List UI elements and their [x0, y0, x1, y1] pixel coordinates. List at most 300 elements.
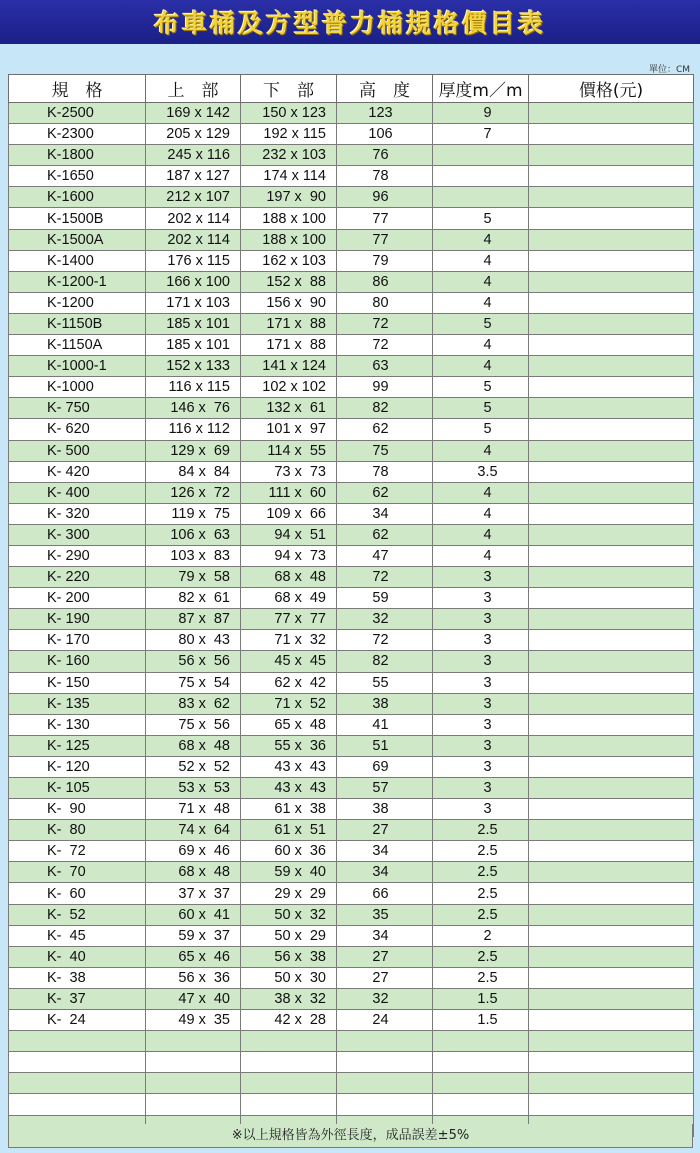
table-row	[9, 356, 694, 377]
table-row	[9, 1010, 694, 1031]
cell-top-size: 56 x 36	[146, 967, 241, 988]
cell-top-size: 146 x 76	[146, 398, 241, 419]
cell-price	[529, 208, 694, 229]
cell-top-size: 185 x 101	[146, 313, 241, 334]
cell-height: 96	[337, 187, 433, 208]
cell-top-size	[146, 1094, 241, 1115]
cell-top-size: 202 x 114	[146, 229, 241, 250]
cell-bottom-size: 150 x 123	[241, 103, 337, 124]
cell-thickness: 3	[433, 567, 529, 588]
table-row	[9, 1073, 694, 1094]
cell-price	[529, 1094, 694, 1115]
cell-bottom-size: 156 x 90	[241, 292, 337, 313]
cell-height: 62	[337, 482, 433, 503]
table-row	[9, 292, 694, 313]
cell-price	[529, 799, 694, 820]
cell-model: K- 90	[9, 799, 146, 820]
cell-model: K- 220	[9, 567, 146, 588]
cell-model: K- 200	[9, 588, 146, 609]
cell-bottom-size: 73 x 73	[241, 461, 337, 482]
table-row	[9, 229, 694, 250]
cell-top-size: 68 x 48	[146, 735, 241, 756]
cell-thickness	[433, 145, 529, 166]
cell-height: 34	[337, 503, 433, 524]
cell-bottom-size: 50 x 29	[241, 925, 337, 946]
table-row	[9, 883, 694, 904]
cell-model: K-1600	[9, 187, 146, 208]
cell-thickness: 5	[433, 419, 529, 440]
cell-height: 62	[337, 419, 433, 440]
cell-model: K- 400	[9, 482, 146, 503]
cell-bottom-size: 65 x 48	[241, 714, 337, 735]
cell-top-size: 56 x 56	[146, 651, 241, 672]
table-row	[9, 904, 694, 925]
cell-model: K- 750	[9, 398, 146, 419]
cell-model: K-2300	[9, 124, 146, 145]
cell-price	[529, 545, 694, 566]
cell-bottom-size: 132 x 61	[241, 398, 337, 419]
cell-top-size: 53 x 53	[146, 778, 241, 799]
cell-top-size: 65 x 46	[146, 946, 241, 967]
cell-price	[529, 398, 694, 419]
cell-height: 76	[337, 145, 433, 166]
cell-height: 32	[337, 609, 433, 630]
cell-model: K- 290	[9, 545, 146, 566]
cell-thickness: 3	[433, 693, 529, 714]
cell-price	[529, 672, 694, 693]
cell-bottom-size: 114 x 55	[241, 440, 337, 461]
cell-thickness: 2.5	[433, 862, 529, 883]
cell-height: 27	[337, 820, 433, 841]
cell-top-size: 106 x 63	[146, 524, 241, 545]
cell-top-size: 126 x 72	[146, 482, 241, 503]
unit-label: 單位：CM	[648, 65, 690, 75]
header-top: 上 部	[146, 75, 241, 103]
cell-thickness: 4	[433, 503, 529, 524]
cell-top-size	[146, 1073, 241, 1094]
cell-top-size: 212 x 107	[146, 187, 241, 208]
header-thickness: 厚度m／m	[433, 75, 529, 103]
cell-model: K-1000	[9, 377, 146, 398]
cell-bottom-size: 56 x 38	[241, 946, 337, 967]
table-row	[9, 609, 694, 630]
cell-height: 82	[337, 398, 433, 419]
cell-model: K- 60	[9, 883, 146, 904]
cell-bottom-size: 174 x 114	[241, 166, 337, 187]
cell-height: 62	[337, 524, 433, 545]
cell-price	[529, 250, 694, 271]
cell-thickness	[433, 187, 529, 208]
cell-price	[529, 335, 694, 356]
footnote: ※以上規格皆為外徑長度，成品誤差±5%	[8, 1124, 693, 1148]
table-row	[9, 482, 694, 503]
cell-thickness: 3	[433, 735, 529, 756]
table-row	[9, 419, 694, 440]
table-row	[9, 925, 694, 946]
cell-top-size: 202 x 114	[146, 208, 241, 229]
cell-bottom-size: 192 x 115	[241, 124, 337, 145]
cell-bottom-size: 61 x 38	[241, 799, 337, 820]
cell-thickness: 3	[433, 630, 529, 651]
table-row	[9, 756, 694, 777]
header-price: 價格(元)	[529, 75, 694, 103]
table-row	[9, 862, 694, 883]
cell-top-size: 79 x 58	[146, 567, 241, 588]
cell-bottom-size	[241, 1094, 337, 1115]
cell-price	[529, 967, 694, 988]
cell-bottom-size: 188 x 100	[241, 208, 337, 229]
cell-model: K- 190	[9, 609, 146, 630]
cell-bottom-size	[241, 1031, 337, 1052]
cell-model: K-1000-1	[9, 356, 146, 377]
cell-top-size: 47 x 40	[146, 988, 241, 1009]
spec-price-table	[8, 74, 694, 1137]
cell-bottom-size: 43 x 43	[241, 778, 337, 799]
cell-thickness: 4	[433, 545, 529, 566]
cell-height: 38	[337, 693, 433, 714]
cell-top-size: 37 x 37	[146, 883, 241, 904]
table-row	[9, 1031, 694, 1052]
cell-top-size: 116 x 115	[146, 377, 241, 398]
cell-model: K- 150	[9, 672, 146, 693]
cell-thickness: 4	[433, 524, 529, 545]
cell-model: K- 125	[9, 735, 146, 756]
cell-bottom-size: 71 x 32	[241, 630, 337, 651]
cell-model: K- 45	[9, 925, 146, 946]
header-bottom: 下 部	[241, 75, 337, 103]
cell-height: 27	[337, 946, 433, 967]
cell-bottom-size: 68 x 49	[241, 588, 337, 609]
cell-top-size	[146, 1031, 241, 1052]
cell-top-size	[146, 1052, 241, 1073]
cell-height: 41	[337, 714, 433, 735]
cell-thickness: 3	[433, 672, 529, 693]
cell-thickness: 2.5	[433, 841, 529, 862]
cell-model: K-1400	[9, 250, 146, 271]
cell-thickness	[433, 1094, 529, 1115]
cell-thickness: 3	[433, 778, 529, 799]
table-row	[9, 187, 694, 208]
cell-thickness: 9	[433, 103, 529, 124]
cell-top-size: 187 x 127	[146, 166, 241, 187]
cell-height: 80	[337, 292, 433, 313]
cell-price	[529, 904, 694, 925]
cell-top-size: 129 x 69	[146, 440, 241, 461]
table-row	[9, 440, 694, 461]
cell-bottom-size: 29 x 29	[241, 883, 337, 904]
cell-height: 24	[337, 1010, 433, 1031]
cell-bottom-size: 94 x 73	[241, 545, 337, 566]
cell-top-size: 185 x 101	[146, 335, 241, 356]
cell-bottom-size: 94 x 51	[241, 524, 337, 545]
cell-height: 72	[337, 567, 433, 588]
title-banner	[0, 0, 700, 44]
cell-model: K- 72	[9, 841, 146, 862]
cell-price	[529, 756, 694, 777]
cell-thickness: 2.5	[433, 904, 529, 925]
cell-model: K- 37	[9, 988, 146, 1009]
cell-top-size: 245 x 116	[146, 145, 241, 166]
cell-height: 34	[337, 862, 433, 883]
cell-height: 27	[337, 967, 433, 988]
table-row	[9, 250, 694, 271]
cell-price	[529, 1073, 694, 1094]
cell-height: 77	[337, 208, 433, 229]
cell-thickness: 3	[433, 714, 529, 735]
cell-price	[529, 883, 694, 904]
cell-bottom-size: 71 x 52	[241, 693, 337, 714]
cell-thickness: 4	[433, 335, 529, 356]
cell-price	[529, 567, 694, 588]
cell-bottom-size: 60 x 36	[241, 841, 337, 862]
cell-bottom-size: 188 x 100	[241, 229, 337, 250]
cell-price	[529, 524, 694, 545]
cell-bottom-size: 232 x 103	[241, 145, 337, 166]
cell-thickness: 1.5	[433, 1010, 529, 1031]
page-title: 布車桶及方型普力桶規格價目表	[153, 9, 546, 38]
cell-top-size: 116 x 112	[146, 419, 241, 440]
cell-model: K- 24	[9, 1010, 146, 1031]
cell-height: 78	[337, 166, 433, 187]
cell-height: 66	[337, 883, 433, 904]
cell-top-size: 176 x 115	[146, 250, 241, 271]
cell-thickness: 4	[433, 271, 529, 292]
cell-model: K- 70	[9, 862, 146, 883]
cell-bottom-size: 62 x 42	[241, 672, 337, 693]
table-row	[9, 335, 694, 356]
cell-price	[529, 124, 694, 145]
table-row	[9, 271, 694, 292]
table-row	[9, 588, 694, 609]
cell-bottom-size: 109 x 66	[241, 503, 337, 524]
cell-model: K-1200-1	[9, 271, 146, 292]
cell-price	[529, 377, 694, 398]
cell-bottom-size: 55 x 36	[241, 735, 337, 756]
header-height: 高 度	[337, 75, 433, 103]
cell-height: 72	[337, 313, 433, 334]
table-row	[9, 313, 694, 334]
table-row	[9, 820, 694, 841]
cell-price	[529, 820, 694, 841]
cell-bottom-size: 38 x 32	[241, 988, 337, 1009]
table-row	[9, 461, 694, 482]
cell-bottom-size: 101 x 97	[241, 419, 337, 440]
cell-price	[529, 988, 694, 1009]
cell-height	[337, 1073, 433, 1094]
cell-thickness: 3	[433, 588, 529, 609]
cell-model: K-1200	[9, 292, 146, 313]
table-row	[9, 166, 694, 187]
cell-thickness: 1.5	[433, 988, 529, 1009]
cell-bottom-size: 102 x 102	[241, 377, 337, 398]
table-row	[9, 735, 694, 756]
cell-model	[9, 1073, 146, 1094]
cell-model: K- 620	[9, 419, 146, 440]
cell-height: 57	[337, 778, 433, 799]
cell-thickness: 3	[433, 799, 529, 820]
cell-height: 55	[337, 672, 433, 693]
cell-price	[529, 482, 694, 503]
cell-price	[529, 292, 694, 313]
cell-thickness: 3	[433, 651, 529, 672]
cell-price	[529, 503, 694, 524]
cell-bottom-size: 111 x 60	[241, 482, 337, 503]
cell-height: 32	[337, 988, 433, 1009]
cell-model	[9, 1094, 146, 1115]
cell-model: K-2500	[9, 103, 146, 124]
cell-price	[529, 609, 694, 630]
cell-thickness	[433, 1073, 529, 1094]
cell-bottom-size: 197 x 90	[241, 187, 337, 208]
cell-price	[529, 1010, 694, 1031]
cell-thickness: 4	[433, 356, 529, 377]
cell-model: K-1500A	[9, 229, 146, 250]
cell-thickness	[433, 1031, 529, 1052]
cell-price	[529, 440, 694, 461]
cell-price	[529, 271, 694, 292]
cell-price	[529, 778, 694, 799]
cell-bottom-size: 50 x 30	[241, 967, 337, 988]
cell-thickness: 5	[433, 398, 529, 419]
cell-model: K- 120	[9, 756, 146, 777]
cell-height	[337, 1031, 433, 1052]
cell-price	[529, 925, 694, 946]
cell-top-size: 152 x 133	[146, 356, 241, 377]
cell-height: 77	[337, 229, 433, 250]
cell-bottom-size: 43 x 43	[241, 756, 337, 777]
table-row	[9, 145, 694, 166]
cell-bottom-size	[241, 1073, 337, 1094]
cell-thickness: 5	[433, 313, 529, 334]
cell-height: 123	[337, 103, 433, 124]
cell-thickness: 4	[433, 440, 529, 461]
cell-bottom-size: 152 x 88	[241, 271, 337, 292]
cell-height: 99	[337, 377, 433, 398]
cell-thickness	[433, 166, 529, 187]
cell-top-size: 169 x 142	[146, 103, 241, 124]
cell-bottom-size: 61 x 51	[241, 820, 337, 841]
cell-top-size: 52 x 52	[146, 756, 241, 777]
cell-model: K-1150B	[9, 313, 146, 334]
cell-thickness: 5	[433, 377, 529, 398]
cell-model: K- 320	[9, 503, 146, 524]
cell-top-size: 75 x 56	[146, 714, 241, 735]
cell-height: 34	[337, 925, 433, 946]
cell-price	[529, 735, 694, 756]
cell-price	[529, 419, 694, 440]
cell-model	[9, 1052, 146, 1073]
cell-price	[529, 841, 694, 862]
cell-height: 72	[337, 630, 433, 651]
cell-top-size: 82 x 61	[146, 588, 241, 609]
table-row	[9, 524, 694, 545]
cell-thickness: 2.5	[433, 946, 529, 967]
cell-price	[529, 1031, 694, 1052]
table-row	[9, 398, 694, 419]
cell-top-size: 68 x 48	[146, 862, 241, 883]
cell-price	[529, 1052, 694, 1073]
cell-price	[529, 313, 694, 334]
cell-model: K-1650	[9, 166, 146, 187]
cell-price	[529, 166, 694, 187]
cell-height: 47	[337, 545, 433, 566]
table-row	[9, 841, 694, 862]
cell-thickness: 2.5	[433, 883, 529, 904]
cell-bottom-size: 59 x 40	[241, 862, 337, 883]
cell-model: K- 420	[9, 461, 146, 482]
table-row	[9, 693, 694, 714]
cell-top-size: 74 x 64	[146, 820, 241, 841]
cell-thickness: 3	[433, 609, 529, 630]
cell-bottom-size: 141 x 124	[241, 356, 337, 377]
cell-height: 34	[337, 841, 433, 862]
cell-top-size: 83 x 62	[146, 693, 241, 714]
table-row	[9, 946, 694, 967]
cell-model: K- 40	[9, 946, 146, 967]
cell-bottom-size: 162 x 103	[241, 250, 337, 271]
table-header-row	[9, 75, 694, 103]
cell-top-size: 59 x 37	[146, 925, 241, 946]
table-row	[9, 567, 694, 588]
cell-height: 59	[337, 588, 433, 609]
table-row	[9, 988, 694, 1009]
cell-model: K- 105	[9, 778, 146, 799]
cell-height: 63	[337, 356, 433, 377]
cell-bottom-size: 50 x 32	[241, 904, 337, 925]
table-row	[9, 377, 694, 398]
cell-height: 38	[337, 799, 433, 820]
table-row	[9, 1052, 694, 1073]
cell-thickness	[433, 1052, 529, 1073]
cell-model: K- 135	[9, 693, 146, 714]
table-row	[9, 778, 694, 799]
cell-height	[337, 1094, 433, 1115]
cell-model: K- 52	[9, 904, 146, 925]
cell-top-size: 49 x 35	[146, 1010, 241, 1031]
cell-model: K- 500	[9, 440, 146, 461]
cell-top-size: 80 x 43	[146, 630, 241, 651]
cell-top-size: 84 x 84	[146, 461, 241, 482]
cell-price	[529, 630, 694, 651]
cell-model	[9, 1031, 146, 1052]
cell-price	[529, 461, 694, 482]
cell-thickness: 5	[433, 208, 529, 229]
cell-model: K-1150A	[9, 335, 146, 356]
cell-height: 72	[337, 335, 433, 356]
cell-top-size: 60 x 41	[146, 904, 241, 925]
table-row	[9, 1094, 694, 1115]
cell-top-size: 103 x 83	[146, 545, 241, 566]
table-row	[9, 208, 694, 229]
cell-bottom-size: 42 x 28	[241, 1010, 337, 1031]
table-row	[9, 630, 694, 651]
cell-height: 86	[337, 271, 433, 292]
cell-top-size: 75 x 54	[146, 672, 241, 693]
cell-model: K- 130	[9, 714, 146, 735]
cell-bottom-size: 171 x 88	[241, 313, 337, 334]
cell-top-size: 205 x 129	[146, 124, 241, 145]
cell-thickness: 4	[433, 229, 529, 250]
cell-height: 82	[337, 651, 433, 672]
cell-height: 79	[337, 250, 433, 271]
cell-height: 75	[337, 440, 433, 461]
cell-bottom-size: 171 x 88	[241, 335, 337, 356]
cell-price	[529, 145, 694, 166]
cell-model: K-1500B	[9, 208, 146, 229]
table-row	[9, 714, 694, 735]
table-row	[9, 799, 694, 820]
cell-price	[529, 693, 694, 714]
